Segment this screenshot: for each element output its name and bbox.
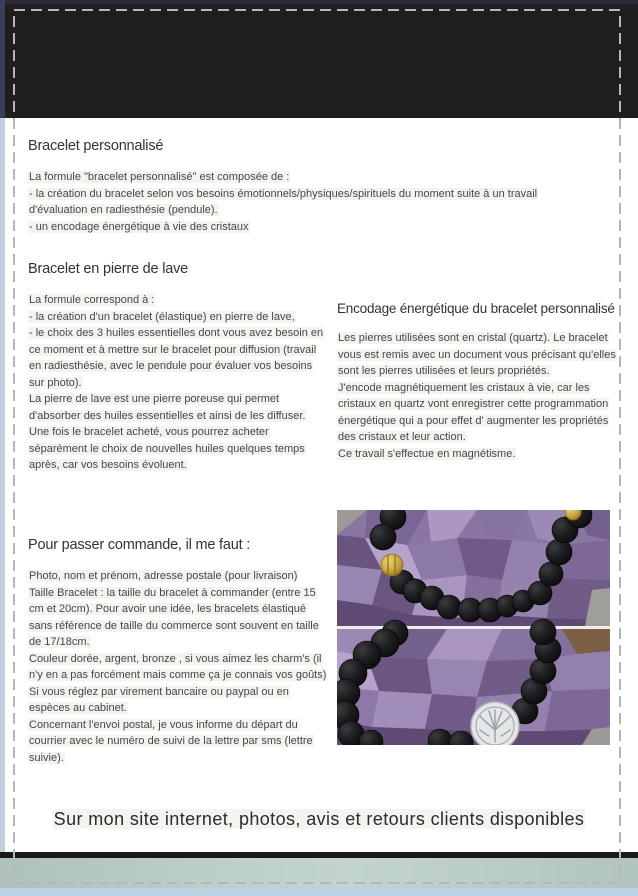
text-line-content: Les pierres utilisées sont en cristal (quartz). Le bracelet vous est remis avec un document vous précisant qu'elles sont les pierres utilisées et leurs propriétés. — [338, 332, 616, 377]
text-line-content: - un encodage énergétique à vie des cristaux — [29, 220, 249, 233]
text-line — [28, 186, 594, 219]
bracelet-photo — [337, 510, 610, 745]
text-line — [28, 684, 330, 717]
text-line — [337, 380, 623, 446]
text-line — [28, 424, 327, 474]
text-line-content: Concernant l'envoi postal, je vous informe du départ du courrier avec le numéro de suivi de la lettre par sms (lettre suivie). — [29, 718, 313, 764]
bottom-blue-strip — [0, 888, 638, 896]
text-line-content: La pierre de lave est une pierre poreuse qui permet d'absorber des huiles essentielles et ainsi de les diffuser. — [29, 393, 306, 422]
text-line-content: - la création du bracelet selon vos besoins émotionnels/physiques/spirituels du moment suite à un travail d'évaluation en radiesthésie (pendule). — [29, 187, 538, 216]
bracelet-photo-art — [337, 510, 610, 745]
header-banner — [5, 0, 638, 118]
text-line — [28, 292, 327, 309]
text-line — [28, 391, 327, 424]
photo-divider — [337, 626, 610, 629]
left-edge-strip-top — [0, 0, 5, 118]
footer-note-text: Sur mon site internet, photos, avis et retours clients disponibles — [53, 809, 585, 829]
bottom-teal-strip — [0, 858, 638, 888]
text-line — [28, 169, 594, 186]
section-pierre-de-lave — [28, 261, 327, 474]
footer-note — [0, 804, 638, 834]
text-line-content: La formule correspond à : — [29, 294, 155, 306]
section-encodage-energetique — [337, 301, 623, 462]
text-line-content: Couleur dorée, argent, bronze , si vous aimez les charm's (il n'y en a pas forcément mais comme ça je connais vos goûts) — [29, 652, 327, 681]
text-line — [28, 568, 330, 585]
text-line — [28, 309, 327, 326]
left-edge-strip — [0, 0, 5, 896]
text-line — [337, 330, 623, 380]
text-line — [337, 446, 623, 463]
section-title: Encodage énergétique du bracelet personnalisé — [337, 301, 615, 316]
text-line-content: La formule "bracelet personnalisé" est composée de : — [29, 171, 290, 183]
section-title: Pour passer commande, il me faut : — [28, 537, 251, 553]
text-line-content: J'encode magnétiquement les cristaux à vie, car les cristaux en quartz vont enregistrer cette programmation énergétique qui a pour effet d' augmenter les propriétés des cristaux et leur action. — [338, 381, 609, 443]
text-line — [28, 325, 327, 391]
text-line-content: Photo, nom et prénom, adresse postale (pour livraison) — [29, 570, 298, 582]
section-title: Bracelet personnalisé — [28, 138, 164, 154]
text-line-content: - le choix des 3 huiles essentielles dont vous avez besoin en ce moment et à mettre sur le bracelet pour diffusion (travail en radiesthésie, avec le pendule pour évaluer vos besoins sur photo). — [29, 327, 324, 389]
text-line — [28, 585, 330, 651]
text-line-content: - la création d'un bracelet (élastique) en pierre de lave, — [29, 310, 295, 323]
text-line-content: Taille Bracelet : la taille du bracelet à commander (entre 15 cm et 20cm). Pour avoir une idée, les bracelets élastiqué sans référence de taille du commerce sont souvent en taille de 17/18cm. — [29, 586, 319, 648]
text-line — [28, 219, 594, 236]
section-passer-commande — [28, 537, 330, 766]
text-line-content: Une fois le bracelet acheté, vous pourrez acheter séparément le choix de nouvelles huiles quelques temps après, car vos besoins évoluent. — [29, 426, 305, 471]
text-line — [28, 651, 330, 684]
section-bracelet-personnalise — [28, 138, 594, 235]
text-line-content: Si vous réglez par virement bancaire ou paypal ou en espèces au cabinet. — [29, 685, 289, 714]
text-line-content: Ce travail s'effectue en magnétisme. — [338, 447, 516, 460]
tree-of-life-charm — [471, 702, 519, 745]
text-line — [28, 717, 330, 767]
section-title: Bracelet en pierre de lave — [28, 261, 189, 277]
